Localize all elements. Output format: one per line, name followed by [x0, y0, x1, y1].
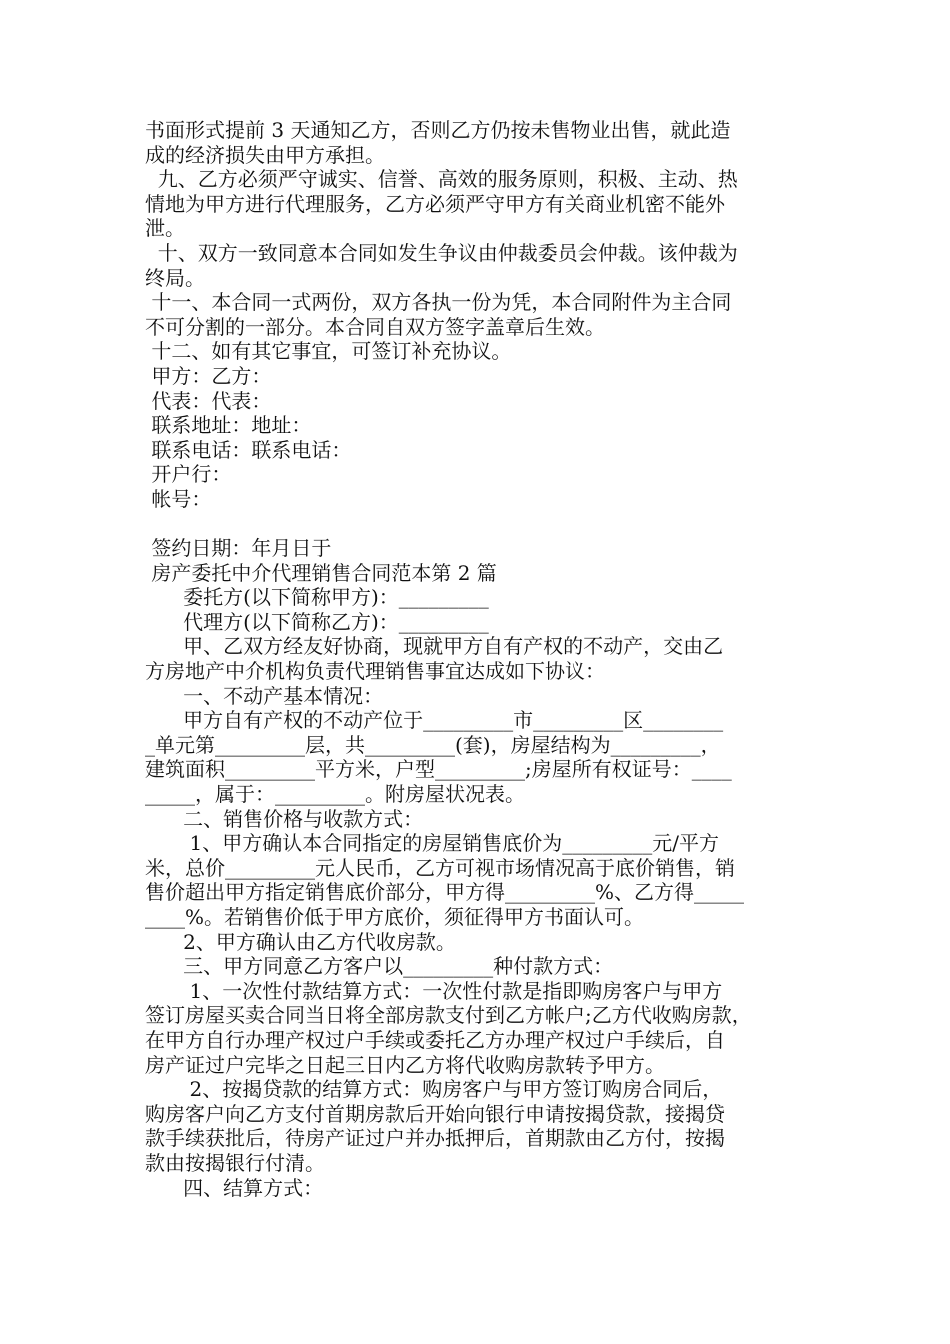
text-line: 款由按揭银行付清。: [145, 1150, 325, 1175]
text-line: _____，属于：_________。附房屋状况表。: [145, 782, 525, 807]
signing-date-line: 签约日期：年月日于: [145, 536, 332, 561]
text-line: 售价超出甲方指定销售底价部分，甲方得_________%、乙方得_____: [145, 880, 745, 905]
text-line: 方房地产中介机构负责代理销售事宜达成如下协议：: [145, 659, 605, 684]
principal-line: 委托方(以下简称甲方)：_________: [145, 585, 489, 610]
text-line: 款手续获批后，待房产证过户并办抵押后，首期款由乙方付，按揭: [145, 1126, 725, 1151]
agent-line: 代理方(以下简称乙方)：_________: [145, 609, 489, 634]
heading-1: 一、不动产基本情况：: [145, 683, 384, 708]
text-line: 泄。: [145, 216, 185, 241]
text-line: 甲方自有产权的不动产位于_________市_________区________: [145, 708, 724, 733]
heading-4: 四、结算方式：: [145, 1175, 324, 1200]
text-line: 2、按揭贷款的结算方式：购房客户与甲方签订购房合同后，: [145, 1077, 723, 1102]
text-line: 终局。: [145, 265, 205, 290]
text-line: _单元第_________层，共_________(套)，房屋结构为_________，: [145, 732, 721, 757]
text-line: 甲、乙双方经友好协商，现就甲方自有产权的不动产，交由乙: [145, 634, 724, 659]
text-line: 房产证过户完毕之日起三日内乙方将代收购房款转予甲方。: [145, 1052, 665, 1077]
text-line: 建筑面积_________平方米，户型_________;房屋所有权证号：____: [145, 757, 732, 782]
text-line: 1、甲方确认本合同指定的房屋销售底价为_________元/平方: [145, 831, 719, 856]
bank-line: 开户行：: [145, 462, 232, 487]
clause-12-line: 十二、如有其它事宜，可签订补充协议。: [145, 339, 512, 364]
party-line: 甲方：乙方：: [145, 363, 272, 388]
text-line: 2、甲方确认由乙方代收房款。: [145, 929, 456, 954]
document-body: [145, 118, 810, 1200]
text-line: 情地为甲方进行代理服务，乙方必须严守甲方有关商业机密不能外: [145, 191, 725, 216]
text-line: 1、一次性付款结算方式：一次性付款是指即购房客户与甲方: [145, 978, 723, 1003]
representative-line: 代表：代表：: [145, 388, 272, 413]
section-title: 房产委托中介代理销售合同范本第 2 篇: [145, 560, 497, 585]
clause-9-line: 九、乙方必须严守诚实、信誉、高效的服务原则，积极、主动、热: [145, 167, 738, 192]
text-line: 米，总价_________元人民币，乙方可视市场情况高于底价销售，销: [145, 855, 735, 880]
account-line: 帐号：: [145, 486, 212, 511]
text-line: 书面形式提前 3 天通知乙方，否则乙方仍按未售物业出售，就此造: [145, 118, 731, 142]
text-line: 在甲方自行办理产权过户手续或委托乙方办理产权过户手续后，自: [145, 1027, 725, 1052]
clause-10-line: 十、双方一致同意本合同如发生争议由仲裁委员会仲裁。该仲裁为: [145, 240, 738, 265]
text-line: 签订房屋买卖合同当日将全部房款支付到乙方帐户;乙方代收购房款，: [145, 1003, 752, 1028]
phone-line: 联系电话：联系电话：: [145, 437, 352, 462]
text-line: 不可分割的一部分。本合同自双方签字盖章后生效。: [145, 314, 605, 339]
clause-11-line: 十一、本合同一式两份，双方各执一份为凭，本合同附件为主合同: [145, 290, 732, 315]
text-line: 成的经济损失由甲方承担。: [145, 142, 385, 167]
text-line: 购房客户向乙方支付首期房款后开始向银行申请按揭贷款，接揭贷: [145, 1101, 725, 1126]
text-line: ____%。若销售价低于甲方底价，须征得甲方书面认可。: [145, 905, 645, 929]
heading-2: 二、销售价格与收款方式：: [145, 806, 424, 831]
blank-line: [145, 512, 810, 537]
heading-3: 三、甲方同意乙方客户以_________种付款方式：: [145, 954, 614, 979]
address-line: 联系地址：地址：: [145, 413, 312, 438]
